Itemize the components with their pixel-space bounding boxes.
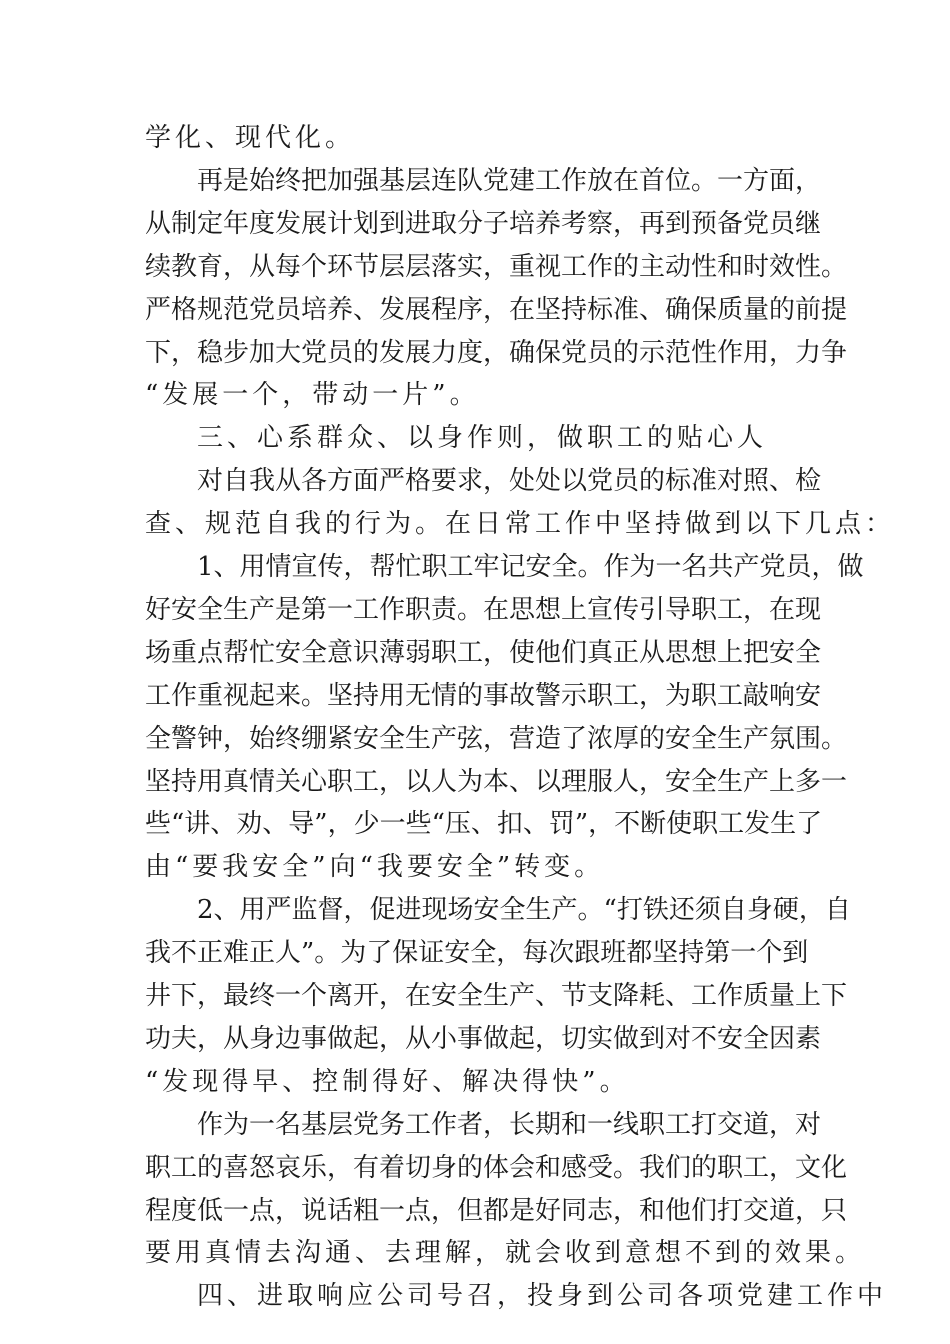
text-line: 严格规范党员培养、发展程序，在坚持标准、确保质量的前提 <box>145 295 848 325</box>
text-line: “发展一个，带动一片”。 <box>145 380 480 410</box>
text-line: 全警钟，始终绷紧安全生产弦，营造了浓厚的安全生产氛围。 <box>145 724 848 754</box>
text-line: 下，稳步加大党员的发展力度，确保党员的示范性作用，力争 <box>145 338 848 368</box>
text-line: 由“要我安全”向“我要安全”转变。 <box>145 852 605 882</box>
section-heading: 三、心系群众、以身作则，做职工的贴心人 <box>197 423 768 453</box>
paragraph-start-line: 对自我从各方面严格要求，处处以党员的标准对照、检 <box>197 466 822 496</box>
text-line: 功夫，从身边事做起，从小事做起，切实做到对不安全因素 <box>145 1024 822 1054</box>
text-line: 坚持用真情关心职工，以人为本、以理服人，安全生产上多一 <box>145 767 848 797</box>
section-heading: 四、进取响应公司号召，投身到公司各项党建工作中 <box>197 1281 888 1311</box>
text-line: 从制定年度发展计划到进取分子培养考察，再到预备党员继 <box>145 209 822 239</box>
text-line: “发现得早、控制得好、解决得快”。 <box>145 1067 630 1097</box>
text-line: 井下，最终一个离开，在安全生产、节支降耗、工作质量上下 <box>145 981 848 1011</box>
text-line: 我不正难正人”。为了保证安全，每次跟班都坚持第一个到 <box>145 938 809 968</box>
text-line: 续教育，从每个环节层层落实，重视工作的主动性和时效性。 <box>145 252 848 282</box>
text-line: 职工的喜怒哀乐，有着切身的体会和感受。我们的职工，文化 <box>145 1153 848 1183</box>
text-line: 学化、现代化。 <box>145 123 356 153</box>
paragraph-start-line: 1、用情宣传，帮忙职工牢记安全。作为一名共产党员，做 <box>197 552 864 582</box>
text-line: 工作重视起来。坚持用无情的事故警示职工，为职工敲响安 <box>145 681 822 711</box>
text-line: 查、规范自我的行为。在日常工作中坚持做到以下几点： <box>145 509 896 539</box>
paragraph-start-line: 作为一名基层党务工作者，长期和一线职工打交道，对 <box>197 1110 822 1140</box>
text-line: 要用真情去沟通、去理解，就会收到意想不到的效果。 <box>145 1238 866 1268</box>
text-line: 场重点帮忙安全意识薄弱职工，使他们真正从思想上把安全 <box>145 638 822 668</box>
paragraph-start-line: 2、用严监督，促进现场安全生产。“打铁还须自身硬，自 <box>197 895 851 925</box>
text-line: 好安全生产是第一工作职责。在思想上宣传引导职工，在现 <box>145 595 822 625</box>
text-line: 些“讲、劝、导”，少一些“压、扣、罚”，不断使职工发生了 <box>145 809 823 839</box>
paragraph-start-line: 再是始终把加强基层连队党建工作放在首位。一方面， <box>197 166 822 196</box>
text-line: 程度低一点，说话粗一点，但都是好同志，和他们打交道，只 <box>145 1196 848 1226</box>
